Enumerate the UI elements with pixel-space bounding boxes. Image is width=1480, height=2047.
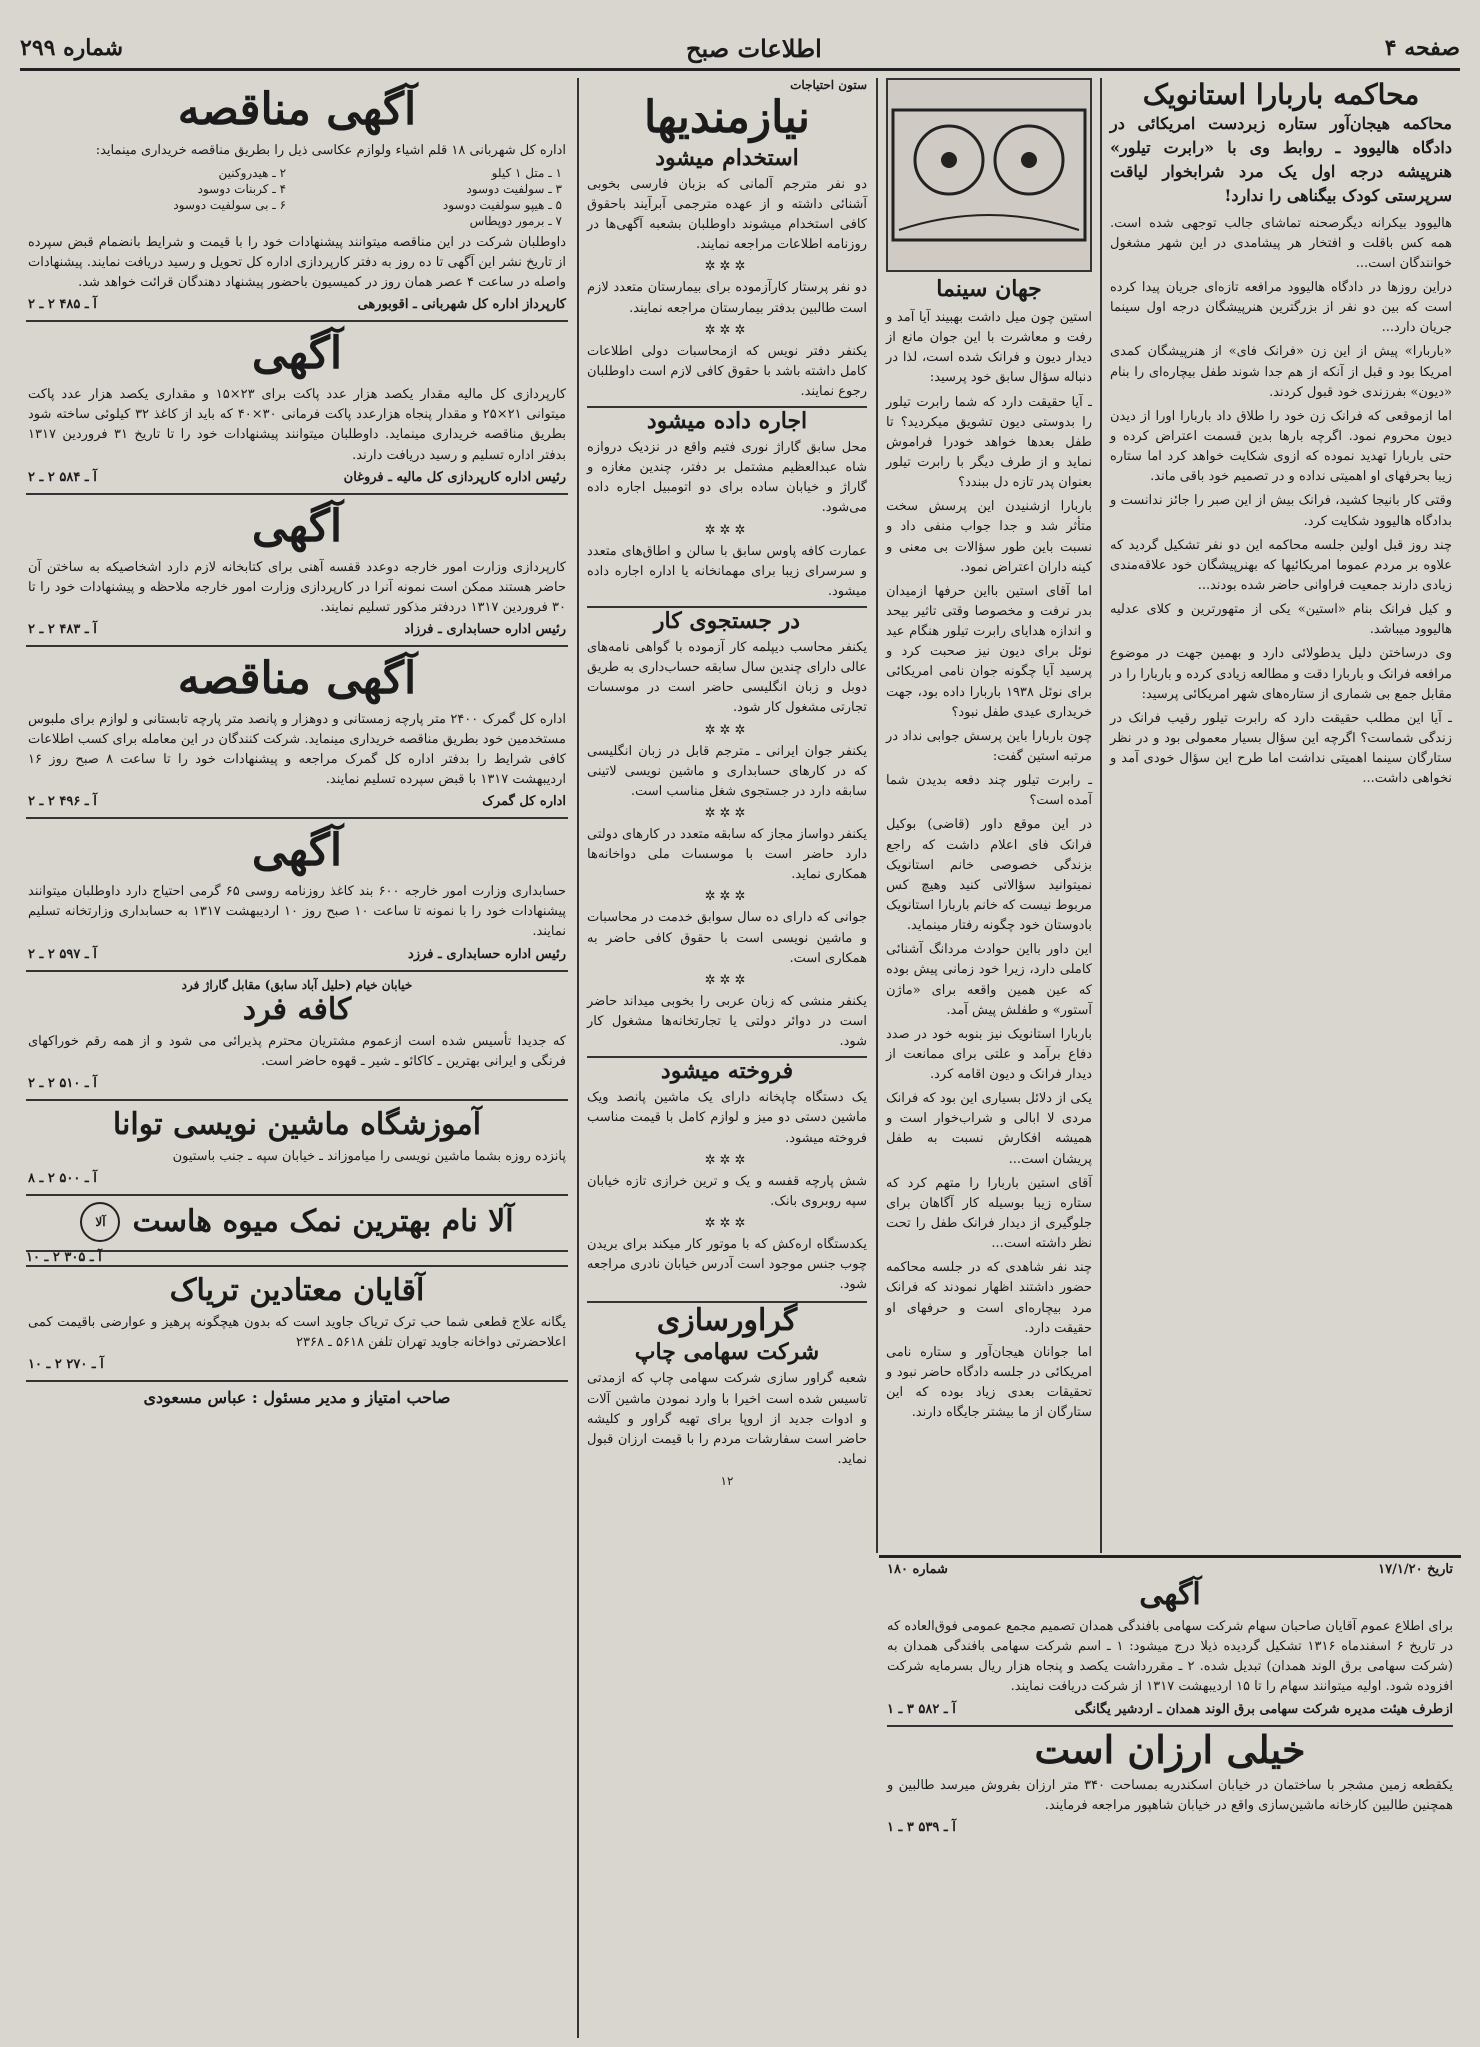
engraving-text: شعبه گراور سازی شرکت سهامی چاپ که ازمدتی تاسیس شده است اخیرا با وارد نمودن ماشین آلات و ادوات جدید از اروپا برای تهیه گراور و کلیشه حاضر است سفارشات مردم را با قیمت ارزان قبول نماید. [587, 1371, 867, 1467]
paragraph: ـ آیا این مطلب حقیقت دارد که رابرت تیلور رقیب فرانک در زندگی شماست؟ اگرچه این سؤال بسیار معمولی بود و در نظر ستارگان سینما اهمیتی نداشت اما طرح این سؤال خودی آمد و نخواهی داشت... [1110, 710, 1452, 787]
paragraph: هالیوود بیکرانه دیگرصحنه تماشای جالب توجهی شده است. همه کس باقلت و افتخار هر پیشامدی در این شهر مشغول خوانندگان است... [1110, 215, 1452, 271]
film-reel-icon [889, 90, 1089, 260]
ala-salt-ad [26, 1196, 568, 1252]
tender-ad-police [26, 78, 568, 322]
article-title: محاکمه باربارا استانویک [1142, 78, 1420, 111]
item-row: ۴ ـ کربنات دوسود [197, 181, 287, 196]
paragraph: استین چون میل داشت بهبیند آیا آمد و رفت و معاشرت با این جوان مانع از دیدار دیون و فرانک شده است، لذا در دنباله سؤال سابق خود پرسید: [886, 310, 1092, 386]
star-divider: ✲✲✲ [704, 806, 750, 822]
paragraph: باربارا استانویک نیز بنوبه خود در صدد دفاع برآمد و علتی برای ممانعت از دیدار فرانک و دیون اقامه کرد. [886, 1026, 1092, 1083]
opium-body: یگانه علاج قطعی شما حب ترک تریاک جاوید است که بدون هیچگونه پرهیز و عوارضی باقیمت کمی اعلاحضرتی دواخانه جاوید تهران تلفن ۵۶۱۸ ـ ۲۳۶۸ [28, 1314, 566, 1351]
classified-ad: عمارت کافه پاوس سابق با سالن و اطاق‌های متعدد و سرسرای زیبا برای مهمانخانه یا اداره اجاره داده میشود. [587, 543, 867, 599]
star-divider: ✲✲✲ [704, 522, 750, 538]
cafe-address: خیابان خیام (حلیل آباد سابق) مقابل گاراژ فرد [181, 977, 413, 992]
ad-intro: اداره کل شهربانی ۱۸ قلم اشیاء ولوازم عکاسی ذیل را بطریق مناقصه خریداری مینماید: [95, 142, 566, 158]
star-divider: ✲✲✲ [704, 259, 750, 275]
cheap-code: آ ـ ۵۳۹ ۳ ـ ۱ [887, 1820, 956, 1836]
ad-body: کارپردازی وزارت امور خارجه دوعدد قفسه آهنی برای کتابخانه لازم دارد اشخاصیکه به ساختن آن حاضر هستند ممکن است نمونه آنرا در کارپردازی وزارت امور خارجه ملاحظه و پیشنهادات خود را تا ۳۰ فروردین ۱۳۱۷ دردفتر مذکور تسلیم نمایند. [28, 559, 566, 615]
paragraph: اما جوانان هیجان‌آور و ستاره نامی امریکائی در جلسه دادگاه حاضر نبود و تحقیقات بعدی زیاد بوده که این ستارگان از ما بیشتر جایگاه دارند. [886, 1344, 1092, 1421]
ad-body: کارپردازی کل مالیه مقدار یکصد هزار عدد پاکت برای ۲۳×۱۵ و مقداری یکصد هزار عدد پاکت میتوانی ۲۱×۲۵ و مقدار پنجاه هزارعدد پاکت فرمانی ۳۰×۴۰ که باید از کاغذ ۳۲ کیلوئی ساخته شود بطریق مناقصه خریداری مینماید. داوطلبان میتوانند پیشنهادات خود را تا تاریخ ۳۱ فروردین ۱۳۱۷ بدفتر اداره تسلیم و رسید دریافت دارند. [28, 387, 567, 463]
notice-ad-foreign [26, 495, 568, 647]
paragraph: اما آقای استین بااین حرفها ازمیدان بدر نرفت و مخصوصا وقتی تاثیر بیحد و اندازه هدایای رابرت تیلور هنگام عید نوئل برای دیون نیز صحبت کرد و پرسید آیا چگونه جوان نامی امریکائی برای نوئل ۱۹۳۸ باربارا داده بود، جهت خریداری عیدی طفل نبود؟ [886, 583, 1092, 720]
ad-title: آگهی [251, 825, 343, 877]
notice-number: شماره ۱۸۰ [887, 1562, 948, 1577]
item-row: ۶ ـ بی سولفیت دوسود [173, 197, 287, 212]
star-divider: ✲✲✲ [704, 972, 750, 988]
newspaper-name: اطلاعات صبح [686, 33, 822, 63]
article-body [1110, 214, 1452, 790]
classifieds-title: نیازمندیها [643, 92, 811, 143]
paragraph: ـ رابرت تیلور چند دفعه بدیدن شما آمده است؟ [886, 773, 1092, 809]
paragraph: باربارا ازشنیدن این پرسش سخت متأثر شد و جدا جواب منفی داد و نسبت باین طور سؤالات بی معنی و کینه داران اعتراض نمود. [886, 499, 1092, 575]
cafe-body: که جدیدا تأسیس شده است ازعموم مشتریان محترم پذیرائی می شود و از همه رقم خوراکهای فرنگی و ایرانی بهترین ـ کاکائو ـ شیر ـ قهوه حاضر است. [28, 1033, 566, 1069]
column-left [18, 78, 576, 1407]
star-divider: ✲✲✲ [704, 1152, 750, 1168]
article-subtitle: محاکمه هیجان‌آور ستاره زبردست امریکائی در دادگاه هالیوود ـ روابط وی با «رابرت تیلور» هنرپیشه درجه اول یک مرد شرابخوار لیاقت سرپرستی کودک بیگناهی را ندارد! [1110, 113, 1452, 205]
section-heading: استخدام میشود [655, 144, 799, 171]
engraving-title: گراورسازی [656, 1303, 798, 1339]
engraving-ad [587, 1301, 867, 1488]
cheap-body: یکقطعه زمین مشجر با ساختمان در خیابان اسکندریه بمساحت ۳۴۰ متر ارزان بفروش میرسد طالبین و همچنین طالبین کارخانه ماشین‌سازی واقع در خیابان شاهپور مراجعه فرمایند. [887, 1778, 1453, 1814]
paragraph: وقتی کار بانیجا کشید، فرانک بیش از این صبر را جائز ندانست و بدادگاه هالیوود شکایت کرد. [1110, 493, 1452, 529]
column-mid-right [878, 78, 1100, 1427]
ad-title: آگهی مناقصه [177, 652, 417, 704]
section-heading: فروخته میشود [587, 1056, 867, 1084]
opium-ad [26, 1265, 568, 1382]
item-row: ۳ ـ سولفیت دوسود [466, 181, 562, 196]
paragraph: چند نفر شاهدی که در جلسه محاکمه حضور داشتند اظهار نمودند که فرانک مرد بیچاره‌ای است و حرفهای او حقیقت دارد. [886, 1260, 1092, 1336]
paragraph: اما ازموقعی که فرانک زن خود را طلاق داد باربارا اورا از دیدن دیون محروم نمود. اگرچه بارها بدین قسمت اعتراض کرده و حتی باربارا تهدید نموده که ازوی شکایت خواهد کرد اما ستاره زیبا بحرفهای او اهمیتی نداده و در تصمیم خود باقی ماند. [1110, 408, 1452, 485]
paragraph: چون باربارا باین پرسش جوابی نداد در مرتبه استین گفت: [886, 728, 1092, 764]
school-body: پانزده روزه بشما ماشین نویسی را میاموزاند ـ خیابان سپه ـ جنب باستیون [172, 1148, 566, 1164]
paragraph: یکی از دلائل بسیاری این بود که فرانک مردی لا ابالی و شراب‌خوار است و همیشه افکارش نسبت به طفل پریشان است... [886, 1091, 1092, 1167]
ad-code: آ ـ ۴۹۶ ۲ ـ ۲ [28, 794, 97, 810]
ad-code: آ ـ ۲۷۰ ۲ ـ ۱۰ [28, 1357, 104, 1373]
ad-code: آ ـ ۵۹۷ ۲ ـ ۲ [28, 946, 97, 962]
classified-ad: یک دستگاه چاپخانه دارای یک ماشین پانصد ویک ماشین دستی دو میز و لوازم کامل با قیمت مناسب فروخته میشود. [587, 1090, 867, 1146]
classified-ad: محل سابق گاراژ نوری فتیم واقع در نزدیک دروازه شاه عبدالعظیم مشتمل بر دفتر، چندین مغازه و گاراژ و خیابان ساده برای دو اتومبیل اجاره داده می‌شود. [587, 440, 867, 516]
classified-ad: یکنفر جوان ایرانی ـ مترجم قابل در زبان انگلیسی که در کارهای حسابداری و ماشین نویسی لاتینی سابقه دارد در جستجوی شغل مناسب است. [587, 743, 867, 799]
paragraph: و کیل فرانک بنام «استین» یکی از متهورترین و کلای عدلیه هالیوود میباشد. [1110, 602, 1452, 638]
ad-signature: اداره کل گمرک [482, 794, 566, 810]
item-row: ۵ ـ هیپو سولفیت دوسود [442, 197, 562, 212]
star-divider: ✲✲✲ [704, 889, 750, 905]
engraving-company: شرکت سهامی چاپ [634, 1339, 820, 1366]
items-table [28, 165, 566, 229]
ad-code: آ ـ ۵۰۰ ۲ ـ ۸ [28, 1170, 97, 1186]
opium-title: آقایان معتادین تریاک [169, 1272, 425, 1308]
ad-title: آگهی [251, 500, 343, 552]
ad-signature: رئیس اداره حسابداری ـ فرزد [408, 946, 566, 962]
notice-code: آ ـ ۵۸۲ ۳ ـ ۱ [887, 1701, 956, 1717]
paragraph: این داور بااین حوادث مردانگ آشنائی کاملی دارد، زیرا خود زمانی پیش بوده که عین همین واقعه برای «ماژن آستور» و طفلش پیش آمد. [886, 942, 1092, 1018]
ad-body: اداره کل گمرک ۲۴۰۰ متر پارچه زمستانی و دوهزار و پانصد متر پارچه تابستانی و لوازم برای ملبوس مستخدمین خود بطریق مناقصه خریداری مینماید. شرکت کنندگان در این معامله برای کسب اطلاعات کافی شرایط را بدفتر اداره کل گمرک مراجعه و پیشنهادات خود را تا ساعت ۸ صبح روز ۱۶ اردیبهشت ۱۳۱۷ با قبض سپرده تسلیم نمایند. [28, 711, 567, 788]
section-heading: اجاره داده میشود [587, 406, 867, 434]
star-divider: ✲✲✲ [704, 1216, 750, 1231]
classified-ad: شش پارچه قفسه و یک و ترین خرازی تازه خیابان سپه روبروی بانک. [587, 1173, 867, 1209]
item-row: ۷ ـ برمور دوپطاس [469, 213, 562, 228]
ad-code: آ ـ ۴۸۳ ۲ ـ ۲ [28, 621, 97, 637]
section-label: ستون احتیاجات [790, 78, 867, 92]
notice-body: برای اطلاع عموم آقایان صاحبان سهام شرکت سهامی بافندگی همدان تصمیم مجمع عمومی فوق‌العاده که در تاریخ ۶ اسفندماه ۱۳۱۶ تشکیل گردیده ذیلا درج میشود: ۱ ـ اسم شرکت سهامی بافندگی همدان به (شرکت سهامی برق الوند همدان) تبدیل شده. ۲ ـ مقررداشت یکصد و پنجاه هزار ریال بسرمایه شرکت افزوده شود. اولیه میتوانند سهام را تا ۱۵ اردیبهشت ۱۳۱۷ از شرکت دریافت نمایند. [887, 1619, 1454, 1695]
ala-text: آلا نام بهترین نمک میوه هاست [132, 1203, 514, 1239]
cafe-ad [26, 972, 568, 1101]
bottom-right-section [879, 1555, 1461, 1835]
classified-ad: یکنفر منشی که زبان عربی را بخوبی میداند حاضر است در دوائر دولتی یا تجارتخانه‌ها مشغول کار شود. [587, 993, 867, 1050]
paragraph: دراین روزها در دادگاه هالیوود مرافعه تازه‌ای جریان پیدا کرده است که بین دو نفر از بزرگترین هنرپیشگان درجه اول سینما جریان دارد... [1110, 280, 1452, 336]
notice-ad-finance [26, 322, 568, 494]
classified-ad: یکنفر محاسب دیپلمه کار آزموده با گواهی نامه‌های عالی دارای چندین سال سابقه حساب‌داری به طریق دوبل و زبان انگلیسی حاضر است در موسسات تجارتی مشغول کار شود. [587, 640, 867, 716]
ad-code: آ ـ ۳۰۵ ۲ ـ ۱۰ [26, 1249, 102, 1265]
paragraph: چند روز قبل اولین جلسه محاکمه این دو نفر تشکیل گردید که علاوه بر مردم عموما امریکائیها که بهنرپیشگان خود علاقه‌مندی زیادی دارند جمعیت فراوانی حاضر شده بودند... [1110, 537, 1452, 593]
column-right [1102, 78, 1460, 793]
ad-signature: رئیس اداره حسابداری ـ فرزاد [404, 621, 566, 637]
tender-ad-customs [26, 647, 568, 819]
ad-signature: کارپرداز اداره کل شهربانی ـ اقوبورهی [357, 297, 566, 313]
notice-date: تاریخ ۱۷/۱/۲۰ [1378, 1562, 1453, 1577]
ala-badge: آلا [80, 1202, 120, 1242]
classified-ad: یکنفر دواساز مجاز که سابقه متعدد در کارهای دولتی دارد حاضر است با موسسات ملی دواخانه‌ها همکاری نماید. [587, 827, 867, 883]
cafe-title: کافه فرد [242, 991, 352, 1027]
star-divider: ✲✲✲ [704, 322, 750, 338]
cheap-ad [887, 1725, 1453, 1836]
item-row: ۱ ـ متل ۱ کیلو [491, 165, 562, 180]
ad-body: داوطلبان شرکت در این مناقصه میتوانند پیشنهادات خود را با قیمت و شرایط بانضمام قبض سپرده از تاریخ نشر این آگهی تا ده روز به دفتر کارپردازی اداره کل تحویل و رسید دریافت نمایند. پیشنهادات واصله در ساعت ۴ عصر همان روز در کمیسیون باحضور پیشنهاد دهندگان قرائت خواهد شد. [28, 234, 566, 291]
engraving-number: ۱۲ [720, 1474, 734, 1489]
ad-body: حسابداری وزارت امور خارجه ۶۰۰ بند کاغذ روزنامه روسی ۶۵ گرمی احتیاج دارد داوطلبان میتوانند پیشنهادات خود را با نمونه تا ساعت ۱۰ صبح روز ۱۰ اردیبهشت ۱۳۱۷ به حسابداری وزارتخانه تسلیم نمایند. [28, 884, 566, 940]
paragraph: در این موقع داور (قاضی) بوکیل فرانک فای اعلام داشت که راجع بزندگی خصوصی خانم استانویک نمیتوانید سؤالاتی کنید وهیچ کس مربوط نیست که خانم باربارا استانویک بادوستان خود چگونه رفتار مینماید. [886, 817, 1092, 934]
classified-ad: یکنفر دفتر نویس که ازمحاسبات دولی اطلاعات کامل داشته باشد با حقوق کافی لازم است داوطلبان رجوع نمایند. [587, 343, 867, 399]
paragraph: آقای استین باربارا را متهم کرد که ستاره زیبا بوسیله کار آگاهان برای جلوگیری از دیدار فرانک طفل را تحت نظر داشته است... [886, 1175, 1092, 1252]
paragraph: «باربارا» پیش از این زن «فرانک فای» از هنرپیشگان کمدی امریکا بود و قبل از آنکه از هم جدا شوند طفل بیچاره‌ای را بنام «دیون» بفرزندی خود قبول کردند. [1110, 344, 1452, 400]
publisher-footer: صاحب امتیاز و مدیر مسئول : عباس مسعودی [143, 1388, 451, 1408]
ad-title: آگهی [251, 328, 343, 380]
section-heading: در جستجوی کار [587, 606, 867, 634]
ad-code: آ ـ ۵۱۰ ۲ ـ ۲ [28, 1075, 97, 1091]
classified-ad: یکدستگاه اره‌کش که با موتور کار میکند برای بریدن چوب جنس موجود است آدرس خیابان نادری مراجعه شود. [587, 1237, 867, 1293]
item-row: ۲ ـ هیدروکنین [218, 165, 287, 180]
paragraph: وی درساختن دلیل یدطولائی دارد و بهمین جهت در موضوع مرافعه فرانک و باربارا دقت و مطالعه زیادی کرده و باربارا را در مقابل جمع بی شماری از ستاره‌های شهر امریکائی پرسید: [1110, 646, 1452, 702]
notice-title: آگهی [1139, 1577, 1201, 1612]
classified-ad: دو نفر مترجم آلمانی که بزبان فارسی بخوبی آشنائی داشته و از عهده مترجمی آبرآیند باحقوق کافی استخدام میشوند داوطلبان بشعبه آگهی‌ها در روزنامه اطلاعات مراجعه نمایند. [587, 176, 867, 253]
column-classifieds [579, 78, 875, 1488]
page-header [20, 28, 1460, 71]
star-divider: ✲✲✲ [704, 722, 750, 738]
school-title: آموزشگاه ماشین نویسی توانا [112, 1106, 482, 1142]
article-continuation [886, 308, 1092, 1423]
page-label: صفحه ۴ [1384, 35, 1460, 61]
notice-signature: ازطرف هیئت مدیره شرکت سهامی برق الوند همدان ـ اردشیر یگانگی [1074, 1701, 1453, 1717]
ad-signature: رئیس اداره کارپردازی کل مالیه ـ فروغان [343, 469, 566, 485]
cheap-title: خیلی ارزان است [1034, 1726, 1306, 1772]
classified-ad: جوانی که دارای ده سال سوابق خدمت در محاسبات و ماشین نویسی است با حقوق کافی حاضر به همکاری است. [587, 910, 867, 966]
classified-ad: دو نفر پرستار کارآزموده برای بیمارستان متعدد لازم است طالبین بدفتر بیمارستان مراجعه نمایند. [587, 280, 867, 316]
ad-code: آ ـ ۵۸۴ ۲ ـ ۲ [28, 469, 97, 485]
typing-school-ad [26, 1101, 568, 1196]
cinema-banner-label: جهان سینما [936, 276, 1042, 302]
issue-number: شماره ۲۹۹ [20, 35, 124, 61]
paragraph: ـ آیا حقیقت دارد که شما رابرت تیلور را بدوستی دیون تشویق میکردید؟ تا طفل بعدها خواهد خودرا فراموش نماید و از طرف دیگر با رابرت تیلور بعنوان پدر تازه دل ببندد؟ [886, 394, 1092, 491]
ad-title: آگهی مناقصه [177, 84, 417, 135]
ad-code: آ ـ ۴۸۵ ۲ ـ ۲ [28, 297, 97, 313]
cinema-banner [886, 78, 1092, 272]
notice-ad-accounting [26, 819, 568, 971]
